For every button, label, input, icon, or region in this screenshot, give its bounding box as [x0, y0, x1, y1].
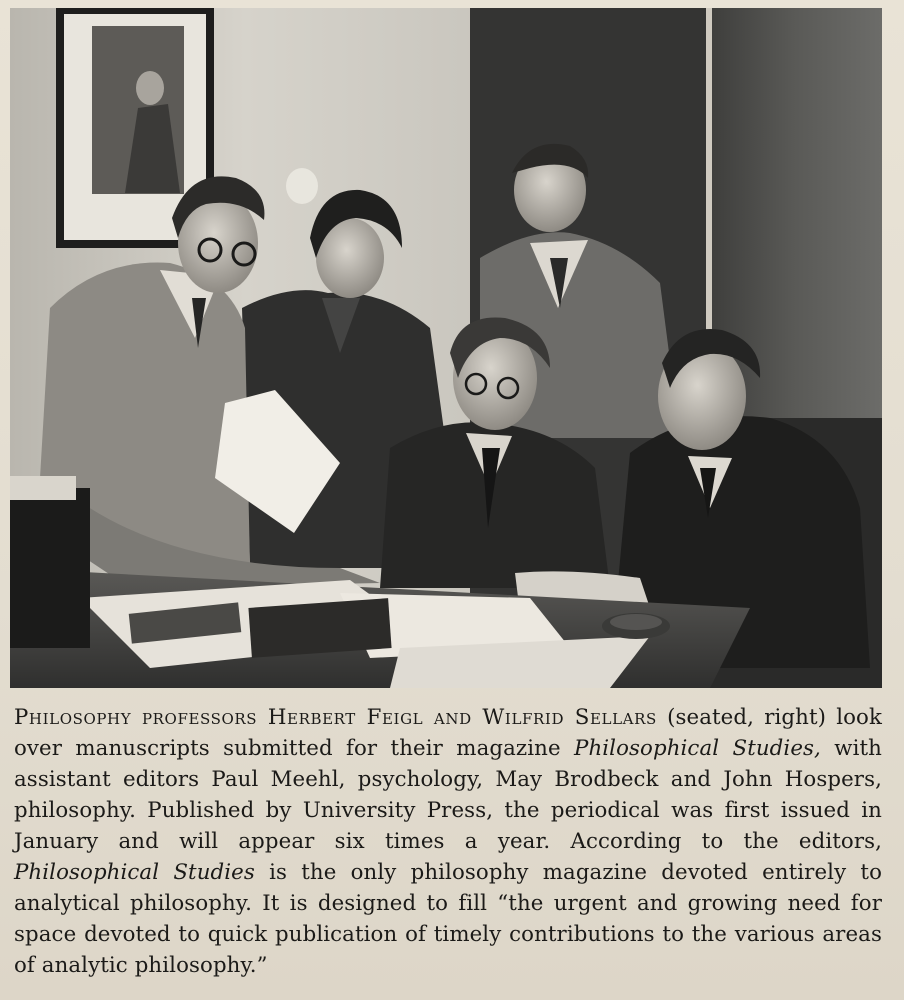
caption-text-1: (seated, right) look over manuscripts submitted for their magazine — [14, 705, 882, 761]
caption-text-3: is the only philosophy magazine devoted entirely to analytical philosophy. It is designed to fill “the urgent and growing need for space devoted to quick publication of timely contributions to the various areas of analytic philosophy.” — [14, 860, 882, 978]
news-photograph — [10, 8, 882, 688]
photo-caption — [14, 702, 882, 981]
magazine-title-1: Philosophical Studies, — [574, 736, 821, 761]
caption-lead: Philosophy professors Herbert Feigl and Wilfrid Sellars — [14, 705, 657, 730]
photograph-drawing — [10, 8, 882, 688]
caption-text-2: with assistant editors Paul Meehl, psychology, May Brodbeck and John Hospers, philosophy. Published by University Press, the periodical was first issued in January and will appear six times a year. According to the editors, — [14, 736, 882, 854]
magazine-title-2: Philosophical Studies — [14, 860, 255, 885]
